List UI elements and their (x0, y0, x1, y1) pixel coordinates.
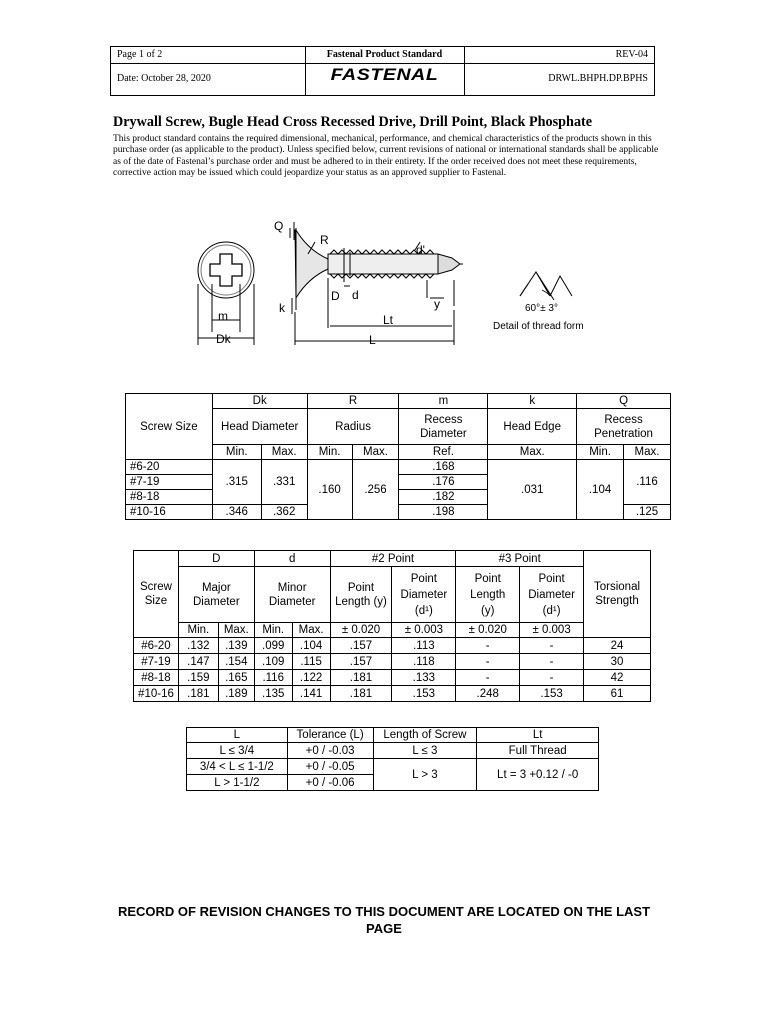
col-header: Radius (307, 409, 399, 445)
document-header (110, 46, 655, 96)
length-tolerance-table (186, 727, 599, 791)
table-cell: .133 (392, 670, 456, 686)
label-minor-d: d (352, 288, 359, 302)
table-cell: #7-19 (134, 654, 179, 670)
table-cell: .160 (307, 460, 352, 520)
col-header: Head Edge (488, 409, 577, 445)
table-cell: - (520, 670, 584, 686)
table-cell: 24 (584, 638, 651, 654)
table-cell: .104 (292, 638, 330, 654)
col-header: Recess Penetration (577, 409, 671, 445)
thread-table-body (134, 638, 651, 702)
table-cell: .182 (399, 490, 488, 505)
header-text: Diameter (400, 588, 448, 601)
col-header: Min. (577, 445, 624, 460)
col-header: m (399, 394, 488, 409)
header-text: Strength (595, 595, 639, 607)
table-cell: .139 (218, 638, 254, 654)
col-header: R (307, 394, 399, 409)
table-cell: .147 (178, 654, 218, 670)
revision: REV-04 (615, 49, 648, 60)
header-text: Screw (139, 581, 172, 593)
table-cell: .198 (399, 505, 488, 520)
header-text: Point (410, 572, 437, 585)
table-cell: #6-20 (126, 460, 213, 475)
table-cell: .362 (261, 505, 307, 520)
header-text: Diameter (193, 595, 240, 608)
col-header: Screw Size (126, 394, 213, 460)
fastenal-logo: FASTENAL (330, 65, 439, 84)
table-cell: 61 (584, 686, 651, 702)
table-cell: #8-18 (126, 490, 213, 505)
header-text: (y) (481, 604, 495, 617)
page-number: Page 1 of 2 (117, 49, 163, 60)
table-cell: .176 (399, 475, 488, 490)
col-header: ± 0.020 (330, 623, 392, 638)
table-cell: .153 (392, 686, 456, 702)
col-header: Max. (218, 623, 254, 638)
table-cell: .256 (352, 460, 399, 520)
header-text: Major (201, 581, 231, 594)
table-cell: 3/4 < L ≤ 1-1/2 (187, 759, 288, 775)
table-cell: #7-19 (126, 475, 213, 490)
col-header (392, 567, 456, 623)
header-text: Length (470, 588, 506, 601)
col-header: Recess Diameter (399, 409, 488, 445)
table-cell: L > 3 (373, 759, 477, 791)
col-header (584, 551, 651, 638)
table-cell: #8-18 (134, 670, 179, 686)
table-cell: .104 (577, 460, 624, 520)
col-header: Max. (261, 445, 307, 460)
table-cell: .159 (178, 670, 218, 686)
label-m: m (218, 309, 228, 323)
table-row (187, 743, 599, 759)
table-row (134, 686, 651, 702)
head-dimensions-table (125, 393, 671, 520)
table-cell: #10-16 (134, 686, 179, 702)
table-cell: 30 (584, 654, 651, 670)
header-text: (d¹) (414, 604, 433, 617)
table-cell: .118 (392, 654, 456, 670)
col-header: Min. (307, 445, 352, 460)
table-cell: .346 (212, 505, 261, 520)
label-q: Q (274, 219, 284, 233)
col-header: Min. (178, 623, 218, 638)
table-cell: .157 (330, 638, 392, 654)
table-cell: +0 / -0.05 (287, 759, 373, 775)
col-header: d (254, 551, 330, 567)
table-cell: .157 (330, 654, 392, 670)
col-header: ± 0.020 (456, 623, 520, 638)
table-cell: .113 (392, 638, 456, 654)
col-header: Min. (212, 445, 261, 460)
label-l: L (369, 333, 376, 347)
table-cell: .165 (218, 670, 254, 686)
table-cell: .115 (292, 654, 330, 670)
label-thread-angle: 60°± 3° (525, 303, 558, 314)
header-text: Minor (277, 581, 307, 594)
table-cell: .122 (292, 670, 330, 686)
header-text: Diameter (528, 588, 575, 601)
header-text: Point (474, 572, 501, 585)
col-header: Length of Screw (373, 728, 477, 743)
table-cell: +0 / -0.03 (287, 743, 373, 759)
col-header: Tolerance (L) (287, 728, 373, 743)
table-cell: .181 (178, 686, 218, 702)
screw-side-view (290, 222, 463, 345)
table-cell: - (456, 638, 520, 654)
label-d-prime: d' (416, 243, 425, 257)
thread-dimensions-table (133, 550, 651, 702)
header-text: Point (538, 572, 565, 585)
col-header (330, 567, 392, 623)
head-top-view (198, 242, 254, 345)
document-code: DRWL.BHPH.DP.BPHS (548, 73, 648, 84)
table-cell: .116 (254, 670, 292, 686)
col-header: #2 Point (330, 551, 456, 567)
table-cell: L ≤ 3/4 (187, 743, 288, 759)
col-header: Max. (352, 445, 399, 460)
table-cell: .125 (624, 505, 671, 520)
label-thread-detail: Detail of thread form (493, 321, 584, 332)
col-header: ± 0.003 (392, 623, 456, 638)
col-header: k (488, 394, 577, 409)
col-header (456, 567, 520, 623)
table-cell: +0 / -0.06 (287, 775, 373, 791)
table-cell: - (520, 654, 584, 670)
label-y: y (434, 297, 440, 311)
table-cell: .109 (254, 654, 292, 670)
table-cell: .154 (218, 654, 254, 670)
table-row (134, 670, 651, 686)
table-cell: .135 (254, 686, 292, 702)
col-header: Min. (254, 623, 292, 638)
label-r: R (320, 233, 329, 247)
header-text: Point (347, 581, 375, 594)
table-cell: #6-20 (134, 638, 179, 654)
table-cell: .189 (218, 686, 254, 702)
col-header (134, 551, 179, 638)
col-header: ± 0.003 (520, 623, 584, 638)
table-cell: Full Thread (477, 743, 599, 759)
col-header: Max. (624, 445, 671, 460)
table-cell: .248 (456, 686, 520, 702)
table-cell: Lt = 3 +0.12 / -0 (477, 759, 599, 791)
intro-paragraph: This product standard contains the required dimensional, mechanical, performance, and chemical characteristics of the products shown in this purchase order (as applicable to the product). Unless specified below, current revisions of national or international standards shall be applicable as of the date of Fastenal’s purchase order and must be adhered to in their entirety. If the order received does not meet these requirements, corrective action may be issued which could jeopardize your status as an approved supplier to Fastenal. (113, 134, 659, 179)
thread-form-detail (520, 272, 572, 300)
label-k: k (279, 301, 285, 315)
header-text: (d¹) (542, 604, 561, 617)
col-header: Dk (212, 394, 307, 409)
col-header (254, 567, 330, 623)
page-title: Drywall Screw, Bugle Head Cross Recessed Drive, Drill Point, Black Phosphate (113, 114, 593, 130)
document-date: Date: October 28, 2020 (117, 73, 211, 84)
col-header (178, 567, 254, 623)
col-header: Lt (477, 728, 599, 743)
table-cell: .099 (254, 638, 292, 654)
header-text: Torsional (594, 581, 641, 593)
table-cell: .153 (520, 686, 584, 702)
header-text: Diameter (268, 595, 316, 608)
table-cell: - (456, 654, 520, 670)
col-header: D (178, 551, 254, 567)
table-row (134, 638, 651, 654)
col-header: Ref. (399, 445, 488, 460)
col-header: L (187, 728, 288, 743)
table-cell: .181 (330, 670, 392, 686)
label-dk: Dk (216, 332, 231, 346)
table-cell: .132 (178, 638, 218, 654)
table-cell: .181 (330, 686, 392, 702)
header-text: Size (144, 595, 168, 607)
col-header (520, 567, 584, 623)
label-lt: Lt (383, 313, 394, 327)
table-cell: L ≤ 3 (373, 743, 477, 759)
table-cell: .331 (261, 460, 307, 505)
screw-diagram (190, 210, 610, 350)
col-header: Head Diameter (212, 409, 307, 445)
table-cell: - (520, 638, 584, 654)
table-cell: .315 (212, 460, 261, 505)
table-row (187, 759, 599, 775)
table-cell: #10-16 (126, 505, 213, 520)
table-cell: .141 (292, 686, 330, 702)
table-row (134, 654, 651, 670)
table-cell: .116 (624, 460, 671, 505)
table-cell: .168 (399, 460, 488, 475)
col-header: Max. (292, 623, 330, 638)
header-text: Length (y) (335, 595, 387, 608)
table-cell: .031 (488, 460, 577, 520)
col-header: Q (577, 394, 671, 409)
label-major-d: D (331, 289, 340, 303)
revision-note: RECORD OF REVISION CHANGES TO THIS DOCUMENT ARE LOCATED ON THE LAST PAGE (117, 904, 651, 936)
table-cell: 42 (584, 670, 651, 686)
col-header: Max. (488, 445, 577, 460)
standard-name: Fastenal Product Standard (326, 49, 443, 60)
col-header: #3 Point (456, 551, 584, 567)
table-cell: - (456, 670, 520, 686)
table-cell: L > 1-1/2 (187, 775, 288, 791)
